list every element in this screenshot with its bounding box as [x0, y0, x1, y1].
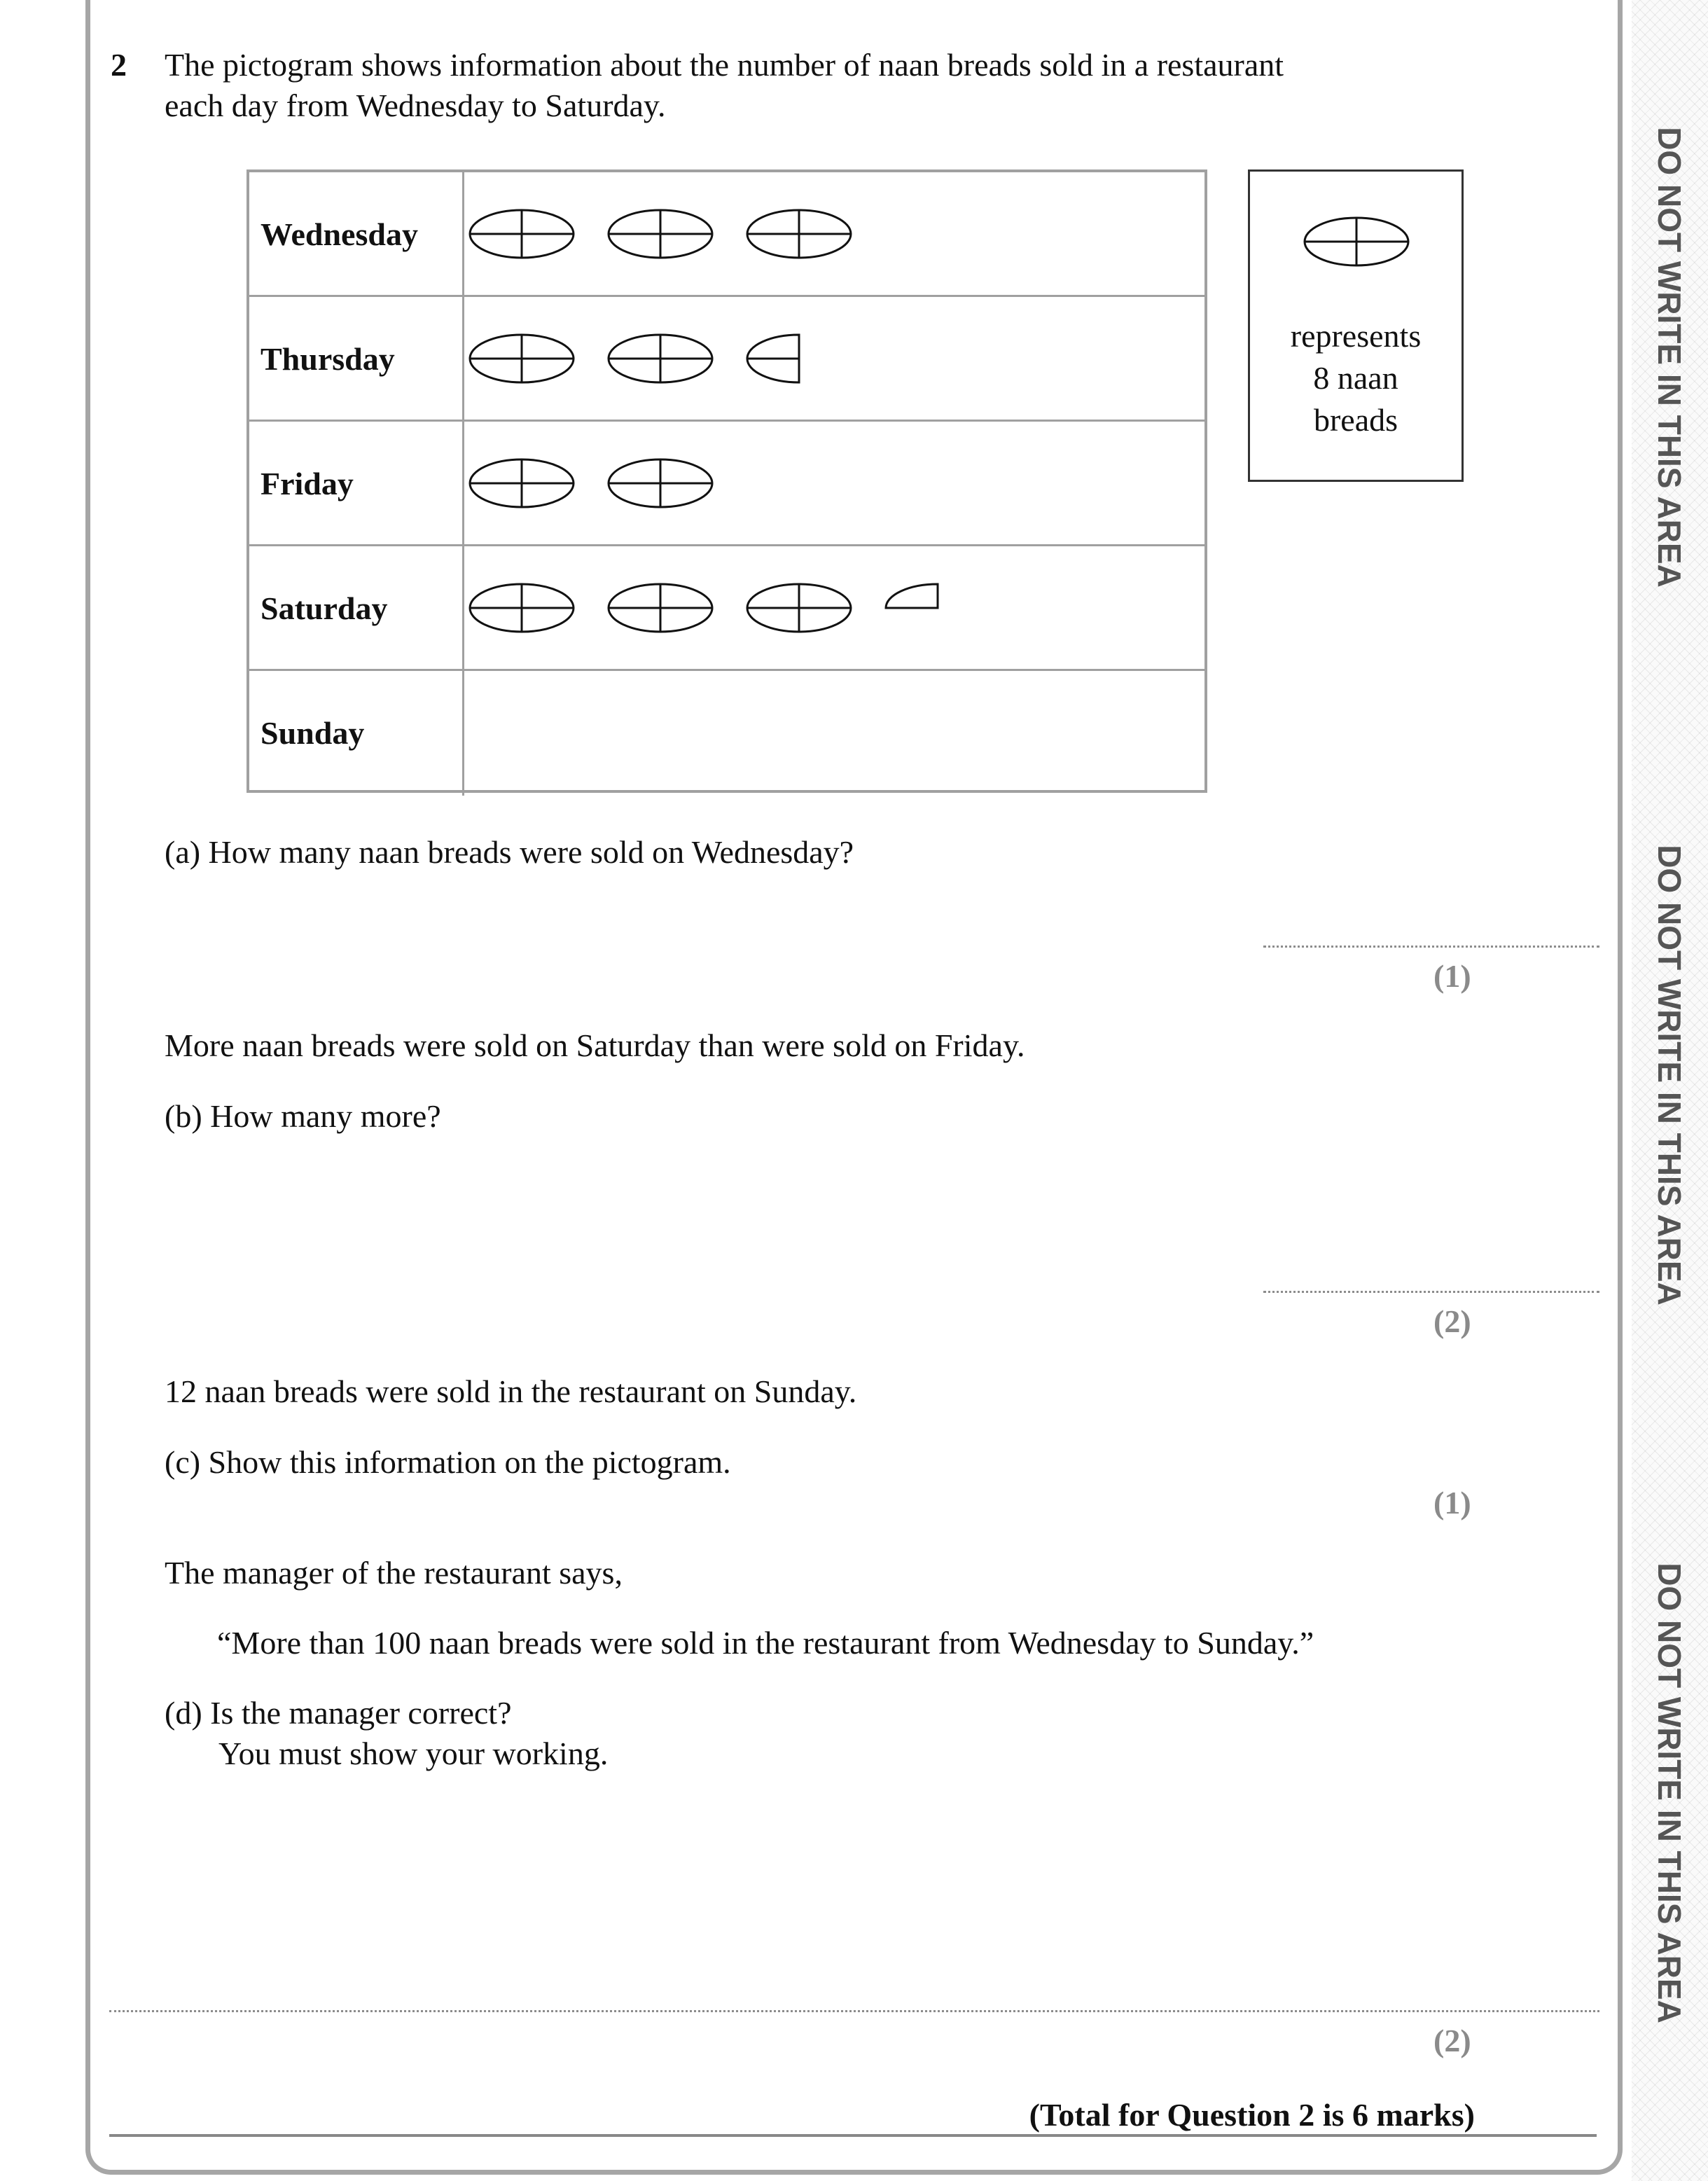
naan-symbol: [747, 335, 799, 382]
day-label: Thursday: [249, 297, 464, 420]
question-total: (Total for Question 2 is 6 marks): [1029, 2097, 1475, 2133]
day-label: Wednesday: [249, 172, 464, 295]
pictogram-row-friday: [249, 422, 1204, 546]
pictogram-row-wednesday: [249, 172, 1204, 297]
day-label: Sunday: [249, 671, 464, 796]
naan-symbol: [609, 459, 712, 507]
symbols-cell: [464, 422, 1205, 544]
naan-symbol: [470, 210, 574, 258]
naan-symbol: [470, 459, 574, 507]
part-b-answer-line[interactable]: [1263, 1291, 1599, 1293]
part-c-lead: 12 naan breads were sold in the restaurant on Sunday.: [165, 1373, 857, 1409]
naan-symbol: [747, 210, 851, 258]
key-text: [1250, 315, 1461, 441]
question-number: 2: [111, 47, 127, 83]
part-c-question: (c) Show this information on the pictogram.: [165, 1444, 731, 1480]
day-label: Saturday: [249, 546, 464, 669]
symbols-cell: [464, 546, 1205, 669]
part-b-question: (b) How many more?: [165, 1098, 441, 1134]
question-intro-line2: each day from Wednesday to Saturday.: [165, 88, 666, 123]
part-d-marks: (2): [1433, 2023, 1471, 2058]
pictogram-key: [1248, 169, 1464, 482]
part-b-marks: (2): [1433, 1303, 1471, 1339]
pictogram-table: [247, 169, 1207, 793]
symbols-cell: [464, 297, 1205, 420]
symbols-cell[interactable]: [464, 671, 1205, 796]
part-d-answer-line[interactable]: [109, 2010, 1599, 2012]
key-line1: represents: [1290, 318, 1422, 354]
key-line2: 8 naan: [1313, 360, 1398, 396]
part-c-marks: (1): [1433, 1485, 1471, 1521]
part-d-quote: “More than 100 naan breads were sold in the restaurant from Wednesday to Sunday.”: [217, 1625, 1314, 1661]
pictogram-row-thursday: [249, 297, 1204, 422]
part-d-question-line1: (d) Is the manager correct?: [165, 1695, 512, 1731]
part-d-lead: The manager of the restaurant says,: [165, 1555, 623, 1591]
naan-symbol: [609, 335, 712, 382]
pictogram-row-sunday: [249, 671, 1204, 796]
key-line3: breads: [1313, 402, 1398, 438]
pictogram-row-saturday: [249, 546, 1204, 671]
part-a-marks: (1): [1433, 958, 1471, 994]
part-a-question: (a) How many naan breads were sold on Wednesday?: [165, 834, 854, 870]
part-d-question-line2: You must show your working.: [218, 1736, 609, 1771]
symbols-cell: [464, 172, 1205, 295]
day-label: Friday: [249, 422, 464, 544]
part-a-answer-line[interactable]: [1263, 946, 1599, 948]
key-naan-icon: [1300, 214, 1412, 270]
naan-symbol: [609, 584, 712, 632]
naan-symbol: [886, 584, 938, 608]
part-b-lead: More naan breads were sold on Saturday than were sold on Friday.: [165, 1027, 1025, 1063]
naan-symbol: [609, 210, 712, 258]
naan-symbol: [470, 584, 574, 632]
naan-symbol: [470, 335, 574, 382]
naan-symbol: [747, 584, 851, 632]
question-intro-line1: The pictogram shows information about the number of naan breads sold in a restaurant: [165, 47, 1284, 83]
bottom-rule: [109, 2134, 1597, 2137]
